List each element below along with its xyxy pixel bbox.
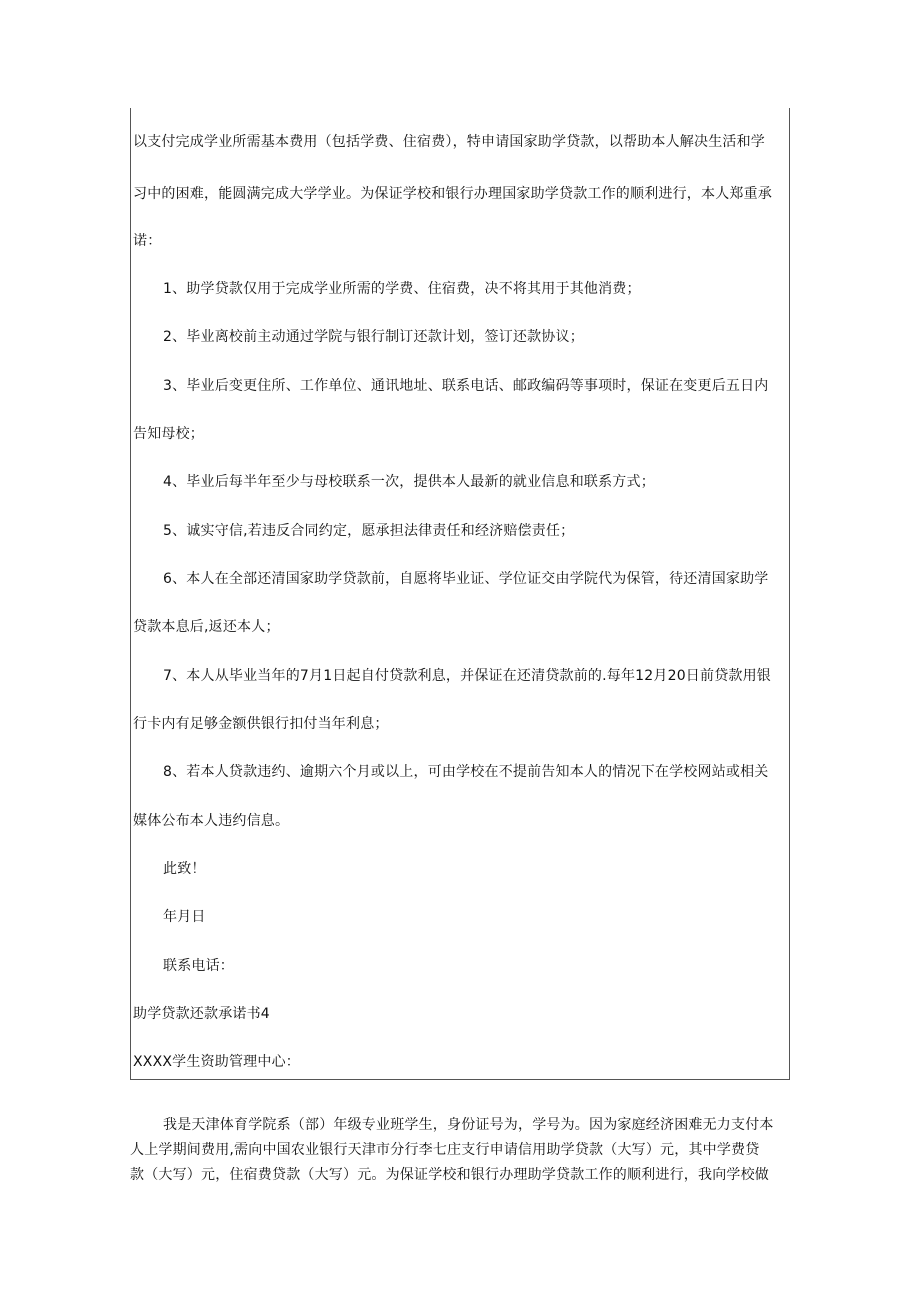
commitment-item-1: 1、助学贷款仅用于完成学业所需的学费、住宿费，决不将其用于其他消费； [163, 281, 641, 297]
text-line: 贷款本息后,返还本人； [133, 619, 280, 635]
text-line: 媒体公布本人违约信息。 [133, 813, 290, 829]
text-line: 习中的困难，能圆满完成大学学业。为保证学校和银行办理国家助学贷款工作的顺利进行，本人郑重承 [133, 186, 772, 202]
document-title: 助学贷款还款承诺书4 [133, 1006, 270, 1022]
commitment-item-3: 3、毕业后变更住所、工作单位、通讯地址、联系电话、邮政编码等事项时，保证在变更后五日内 [163, 378, 769, 394]
commitment-item-6: 6、本人在全部还清国家助学贷款前，自愿将毕业证、学位证交由学院代为保管，待还清国家助学 [163, 571, 769, 587]
contact-phone-label: 联系电话： [163, 958, 234, 974]
commitment-item-7: 7、本人从毕业当年的7月1日起自付贷款利息，并保证在还清贷款前的.每年12月20日前贷款用银 [163, 668, 771, 684]
commitment-item-4: 4、毕业后每半年至少与母校联系一次，提供本人最新的就业信息和联系方式； [163, 474, 655, 490]
text-line: 告知母校； [133, 426, 204, 442]
document-table-box [130, 108, 790, 1080]
text-line: 行卡内有足够金额供银行扣付当年利息； [133, 716, 389, 732]
body-paragraph-line: 我是天津体育学院系（部）年级专业班学生，身份证号为，学号为。因为家庭经济困难无力支付本 [163, 1117, 774, 1133]
addressee: XXXX学生资助管理中心： [133, 1054, 300, 1070]
body-paragraph-line: 人上学期间费用,需向中国农业银行天津市分行李七庄支行申请信用助学贷款（大写）元，其中学费贷 [130, 1142, 760, 1158]
text-line: 诺： [133, 233, 162, 249]
text-line: 以支付完成学业所需基本费用（包括学费、住宿费），特申请国家助学贷款，以帮助本人解决生活和学 [133, 134, 765, 150]
date-line: 年月日 [163, 909, 206, 925]
commitment-item-2: 2、毕业离校前主动通过学院与银行制订还款计划，签订还款协议； [163, 329, 584, 345]
body-paragraph-line: 款（大写）元，住宿费贷款（大写）元。为保证学校和银行办理助学贷款工作的顺利进行，我向学校做 [130, 1167, 769, 1183]
closing-salutation: 此致！ [163, 861, 206, 877]
commitment-item-8: 8、若本人贷款违约、逾期六个月或以上，可由学校在不提前告知本人的情况下在学校网站或相关 [163, 764, 769, 780]
commitment-item-5: 5、诚实守信,若违反合同约定，愿承担法律责任和经济赔偿责任； [163, 523, 575, 539]
